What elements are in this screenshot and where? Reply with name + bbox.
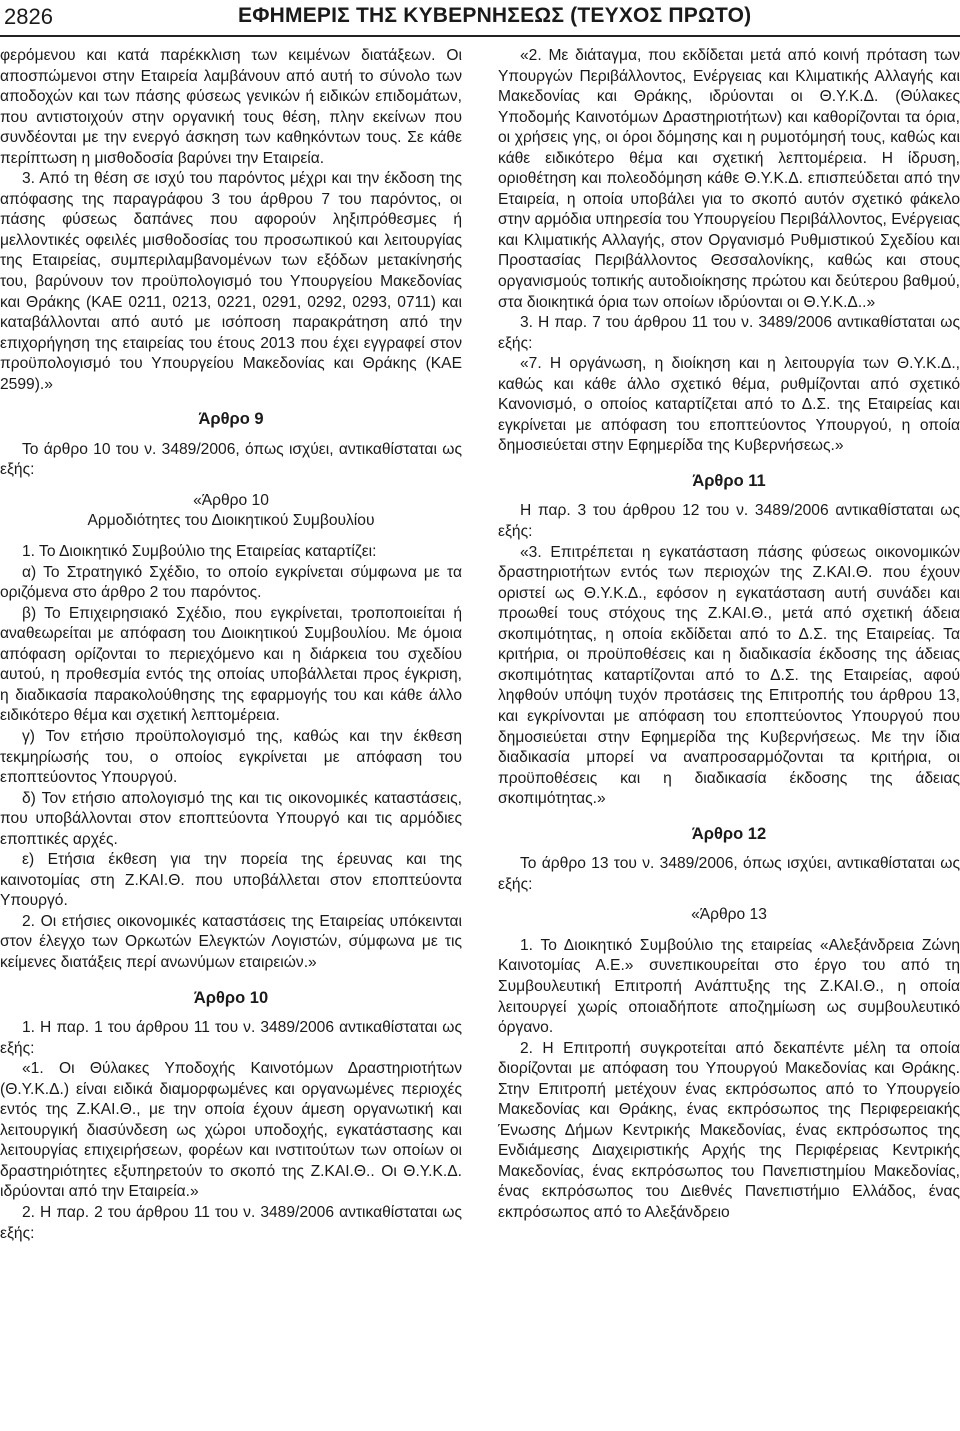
paragraph: 1. Το Διοικητικό Συμβούλιο της Εταιρείας καταρτίζει:: [22, 543, 377, 561]
page-header: [0, 0, 960, 38]
quoted-article-heading: «Άρθρο 13: [691, 906, 767, 924]
quoted-article-subtitle: Αρμοδιότητες του Διοικητικού Συμβουλίου: [87, 512, 375, 530]
article-heading: Άρθρο 11: [692, 471, 766, 490]
page-number: 2826: [4, 4, 53, 29]
paragraph: δ) Τον ετήσιο απολογισμό της και τις οικονομικές καταστάσεις, που υποβάλλονται στον εποπτεύοντα Υπουργό και τις αρμόδιες εποπτικές αρχές.: [0, 789, 462, 848]
paragraph: «1. Οι Θύλακες Υποδοχής Καινοτόμων Δραστηριοτήτων (Θ.Υ.Κ.Δ.) είναι ειδικά διαμορφωμένες και οργανωμένες περιοχές εντός της Ζ.ΚΑΙ.Θ., με την οποία έχουν άμεση οργανωτική και λειτουργική διασύνδεση ως χώροι υποδοχής, εγκατάστασης και λειτουργίας επιχειρήσεων, φορέων και ινστιτούτων των οποίων οι δραστηριότητες εξυπηρετούν το σκοπό της Ζ.ΚΑΙ.Θ.. Οι Θ.Υ.Κ.Δ. ιδρύονται από την Εταιρεία.»: [0, 1060, 462, 1201]
paragraph: β) Το Επιχειρησιακό Σχέδιο, που εγκρίνεται, τροποποιείται ή αναθεωρείται με απόφαση του Διοικητικού Συμβουλίου. Με όμοια απόφαση ορίζονται το περιεχόμενο και η διάρκεια του σχεδίου αυτού, η προθεσμία εντός της οποίας υποβάλλεται προς έγκριση, η διαδικασία παρακολούθησης της εφαρμογής του και κάθε άλλο ειδικότερο θέμα και σχετική λεπτομέρεια.: [0, 604, 462, 725]
paragraph: γ) Τον ετήσιο προϋπολογισμό της, καθώς και την έκθεση τεκμηρίωσής του, ο οποίος εγκρίνεται με απόφαση του εποπτεύοντος Υπουργού.: [0, 727, 462, 787]
paragraph: Το άρθρο 13 του ν. 3489/2006, όπως ισχύει, αντικαθίσταται ως εξής:: [498, 855, 960, 893]
paragraph: «2. Με διάταγμα, που εκδίδεται μετά από κοινή πρόταση των Υπουργών Περιβάλλοντος, Ενέργειας και Κλιματικής Αλλαγής και Μακεδονίας και Θράκης, ιδρύονται οι Θ.Υ.Κ.Δ. (Θύλακες Υποδομής Καινοτόμων Δραστηριοτήτων) και καθορίζονται τα όρια, οι χρήσεις γης, οι όροι δόμησης και η ρυμοτόμησή τους, καθώς και κάθε ειδικότερο θέμα και σχετική λεπτομέρεια. Η ίδρυση, οριοθέτηση και πολεοδόμηση κάθε Θ.Υ.Κ.Δ. επισπεύδεται από την Εταιρεία, η οποία υποβάλει για το σκοπό αυτόν σχετικό φάκελο στην αρμόδια υπηρεσία του Υπουργείου Περιβάλλοντος, Ενέργειας και Κλιματικής Αλλαγής, στον Οργανισμό Ρυθμιστικού Σχεδίου και Προστασίας Περιβάλλοντος Θεσσαλονίκης, καθώς και στους οργανισμούς τοπικής αυτοδιοίκησης πρώτου και δεύτερου βαθμού, στα διοικητικά όρια των οποίων ιδρύονται οι Θ.Υ.Κ.Δ..»: [498, 47, 960, 311]
paragraph: Το άρθρο 10 του ν. 3489/2006, όπως ισχύει, αντικαθίσταται ως εξής:: [0, 440, 462, 479]
paragraph: 1. Το Διοικητικό Συμβούλιο της εταιρείας «Αλεξάνδρεια Ζώνη Καινοτομίας Α.Ε.» συνεπικουρείται στο έργο του από τη Συμβουλευτική Επιτροπή Ανάπτυξης της Ζ.ΚΑΙ.Θ., η οποία λειτουργεί χωρίς οποιαδήποτε αποζημίωση ως συμβουλευτικό όργανο.: [498, 936, 960, 1037]
right-column: [498, 46, 960, 1224]
article-heading: Άρθρο 10: [193, 988, 269, 1007]
paragraph: φερόμενου και κατά παρέκκλιση των κειμένων διατάξεων. Οι αποσπώμενοι στην Εταιρεία λαμβάνουν από αυτή το σύνολο των αποδοχών και των πάσης φύσεως γενικών ή ειδικών επιδομάτων, που αντιστοιχούν στην οργανική τους θέση, πλην εκείνων που συνδέονται με την ενεργό άσκηση των καθηκόντων τους. Σε κάθε περίπτωση η μισθοδοσία βαρύνει την Εταιρεία.: [0, 47, 462, 167]
paragraph: 2. Η παρ. 2 του άρθρου 11 του ν. 3489/2006 αντικαθίσταται ως εξής:: [0, 1203, 462, 1242]
paragraph: «3. Επιτρέπεται η εγκατάσταση πάσης φύσεως οικονομικών δραστηριοτήτων εντός των περιοχών της Ζ.ΚΑΙ.Θ. που έχουν οριστεί ως Θ.Υ.Κ.Δ., εφόσον η εγκατάσταση αυτή συνάδει και προωθεί τους στόχους της Ζ.ΚΑΙ.Θ., μετά από σχετική άδεια σκοπιμότητας, η οποία εκδίδεται από το Δ.Σ. της Εταιρείας. Τα κριτήρια, οι προϋποθέσεις και η διαδικασία έκδοσης της άδειας σκοπιμότητας καταρτίζονται από το Δ.Σ. της Εταιρείας, αφού ληφθούν υπόψη τυχόν προτάσεις της Επιτροπής του άρθρου 13, και εγκρίνονται με απόφαση του εποπτεύοντος Υπουργού που δημοσιεύεται στην Εφημερίδα της Κυβερνήσεως. Με την ίδια διαδικασία μπορεί να αναπροσαρμόζονται τα κριτήρια, οι προϋποθέσεις και η διαδικασία έκδοσης της άδειας σκοπιμότητας.»: [498, 543, 960, 808]
paragraph: 3. Η παρ. 7 του άρθρου 11 του ν. 3489/2006 αντικαθίσταται ως εξής:: [498, 314, 960, 352]
left-column: [0, 46, 462, 1244]
article-heading: Άρθρο 12: [691, 824, 767, 843]
paragraph: ε) Ετήσια έκθεση για την πορεία της έρευνας και της καινοτομίας στη Ζ.ΚΑΙ.Θ. που υποβάλλεται στον εποπτεύοντα Υπουργό.: [0, 851, 462, 910]
paragraph: 2. Οι ετήσιες οικονομικές καταστάσεις της Εταιρείας υπόκεινται στον έλεγχο των Ορκωτών Ελεγκτών Λογιστών, σύμφωνα με τις κείμενες διατάξεις περί ανωνύμων εταιρειών.»: [0, 912, 462, 971]
header-rule: [0, 35, 960, 37]
article-heading: Άρθρο 9: [198, 410, 264, 429]
paragraph: 2. Η Επιτροπή συγκροτείται από δεκαπέντε μέλη τα οποία διορίζονται με απόφαση του Υπουργού Μακεδονίας και Θράκης. Στην Επιτροπή μετέχουν ένας εκπρόσωπος από το Υπουργείο Μακεδονίας και Θράκης, ένας εκπρόσωπος της Περιφερειακής Ένωσης Δήμων Κεντρικής Μακεδονίας, ένας εκπρόσωπος της Ενδιάμεσης Διαχειριστικής Αρχής της Περιφέρειας Κεντρικής Μακεδονίας, ένας εκπρόσωπος του Πανεπιστημίου Μακεδονίας, ένας εκπρόσωπος του Διεθνές Πανεπιστήμιο Ελλάδος, ένας εκπρόσωπος από το Αλεξάνδρειο: [498, 1039, 960, 1221]
paragraph: «7. Η οργάνωση, η διοίκηση και η λειτουργία των Θ.Υ.Κ.Δ., καθώς και κάθε άλλο σχετικό θέμα, ρυθμίζονται από σχετικό Κανονισμό, ο οποίος καταρτίζεται από το Δ.Σ. της Εταιρείας και εγκρίνεται με απόφαση του εποπτεύοντος Υπουργού, η οποία δημοσιεύεται στην Εφημερίδα της Κυβερνήσεως.»: [498, 355, 960, 455]
paragraph: α) Το Στρατηγικό Σχέδιο, το οποίο εγκρίνεται σύμφωνα με τα οριζόμενα στο άρθρο 2 του παρόντος.: [0, 563, 462, 602]
gazette-title: ΕΦΗΜΕΡΙΣ ΤΗΣ ΚΥΒΕΡΝΗΣΕΩΣ (ΤΕΥΧΟΣ ΠΡΩΤΟ): [238, 4, 752, 27]
paragraph: 3. Από τη θέση σε ισχύ του παρόντος μέχρι και την έκδοση της απόφασης της παραγράφου 3 του άρθρου 7 του παρόντος, οι πάσης φύσεως δαπάνες που αφορούν ληξιπρόθεσμες ή μελλοντικές οφειλές μισθοδοσίας του προσωπικού και λειτουργίας της Εταιρείας, συμπεριλαμβανομένων των εξόδων μετακίνησής του, βαρύνουν τον προϋπολογισμό του Υπουργείου Μακεδονίας και Θράκης (ΚΑΕ 0211, 0213, 0221, 0291, 0292, 0293, 0711) και καταβάλλονται από αυτό με ισόποση παρακράτηση από την επιχορήγηση της εταιρείας του έτους 2013 που έχει εγγραφεί στον προϋπολογισμό του Υπουργείου Μακεδονίας και Θράκης (ΚΑΕ 2599).»: [0, 170, 462, 393]
paragraph: 1. Η παρ. 1 του άρθρου 11 του ν. 3489/2006 αντικαθίσταται ως εξής:: [0, 1019, 462, 1057]
quoted-article-heading: «Άρθρο 10: [193, 491, 269, 509]
paragraph: Η παρ. 3 του άρθρου 12 του ν. 3489/2006 αντικαθίσταται ως εξής:: [498, 502, 960, 541]
